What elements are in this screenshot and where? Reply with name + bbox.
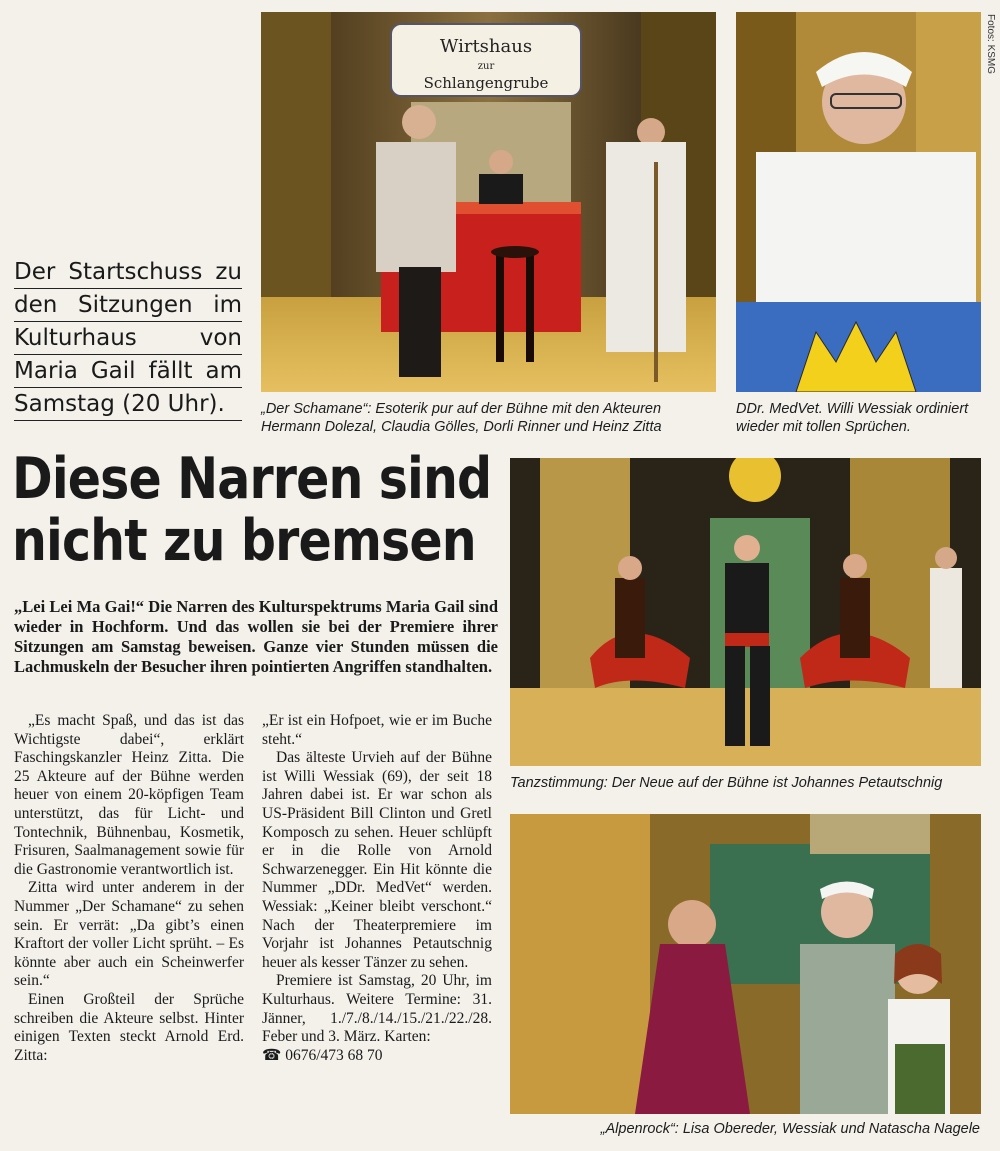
- paragraph: Premiere ist Samstag, 20 Uhr, im Kulturhaus. Weitere Termine: 31. Jänner, 1./7./8./14./15./21./22./28. Feber und 3. März. Karten:: [262, 972, 492, 1046]
- headline-line: nicht zu bremsen: [12, 508, 476, 574]
- headline: [12, 446, 492, 574]
- stage-sign-line1: Wirtshaus: [439, 36, 533, 57]
- headline-line: Diese Narren sind: [12, 446, 492, 512]
- photo-medvet: [736, 12, 981, 392]
- ticket-phone: ☎ 0676/473 68 70: [262, 1047, 492, 1066]
- paragraph: Zitta wird unter anderem in der Nummer „Der Schamane“ zu sehen sein. Er verrät: „Da gibt’s einen Kraftort der voller Licht sprüht. – Es könnte aber auch ein Scheinwerfer sein.“: [14, 879, 244, 990]
- stage-sign-line3: Schlangengrube: [423, 74, 549, 92]
- kicker-line: Kulturhaus von: [14, 322, 242, 355]
- body-column-2: [262, 712, 492, 1065]
- kicker-line: den Sitzungen im: [14, 289, 242, 322]
- photo-tanz: [510, 458, 981, 766]
- photo-alpenrock: [510, 814, 981, 1114]
- stage-sign-line2: zur: [477, 61, 495, 72]
- kicker: [14, 256, 242, 421]
- kicker-line: Der Startschuss zu: [14, 256, 242, 289]
- paragraph: „Es macht Spaß, und das ist das Wichtigste dabei“, erklärt Faschingskanzler Heinz Zitta. Die 25 Akteure auf der Bühne werden heuer von einem 20-köpfigen Team unterstützt, das für Licht- und Tontechnik, Bühnenbau, Kosmetik, Frisuren, Saalmanagement sowie für die Gastronomie verantwortlich ist.: [14, 712, 244, 878]
- paragraph: Einen Großteil der Sprüche schreiben die Akteure selbst. Hinter einigen Texten steckt Arnold Erd. Zitta:: [14, 990, 244, 1064]
- caption-schamane: „Der Schamane“: Esoterik pur auf der Bühne mit den Akteuren Hermann Dolezal, Claudia Gölles, Dorli Rinner und Heinz Zitta: [261, 401, 662, 435]
- caption-alpenrock: „Alpenrock“: Lisa Obereder, Wessiak und Natascha Nagele: [600, 1121, 980, 1137]
- caption-tanz: Tanzstimmung: Der Neue auf der Bühne ist Johannes Petautschnig: [510, 775, 943, 791]
- kicker-line: Maria Gail fällt am: [14, 355, 242, 388]
- caption-medvet: DDr. MedVet. Willi Wessiak ordiniert wieder mit tollen Sprüchen.: [736, 401, 969, 435]
- photo-schamane: [261, 12, 716, 392]
- body-column-1: [14, 712, 244, 1065]
- paragraph: „Er ist ein Hofpoet, wie er im Buche steht.“: [262, 712, 492, 748]
- lead-paragraph: „Lei Lei Ma Gai!“ Die Narren des Kulturspektrums Maria Gail sind wieder in Hochform. Und das wollen sie bei der Premiere ihrer Sitzungen am Samstag beweisen. Ganze vier Stunden müssen die Lachmuskeln der Besucher ihren pointierten Angriffen standhalten.: [14, 597, 498, 676]
- photo-credit: Fotos: KSMG: [985, 14, 996, 75]
- paragraph: Das älteste Urvieh auf der Bühne ist Willi Wessiak (69), der seit 18 Jahren dabei ist. Er war schon als US-Präsident Bill Clinton und Gretl Komposch zu sehen. Heuer schlüpft er in die Rolle von Arnold Schwarzenegger. Ein Hit könnte die Nummer „DDr. MedVet“ werden. Wessiak: „Keiner bleibt verschont.“ Nach der Theaterpremiere im Vorjahr ist Johannes Petautschnig heuer als kesser Tänzer zu sehen.: [262, 749, 492, 971]
- kicker-line: Samstag (20 Uhr).: [14, 388, 242, 421]
